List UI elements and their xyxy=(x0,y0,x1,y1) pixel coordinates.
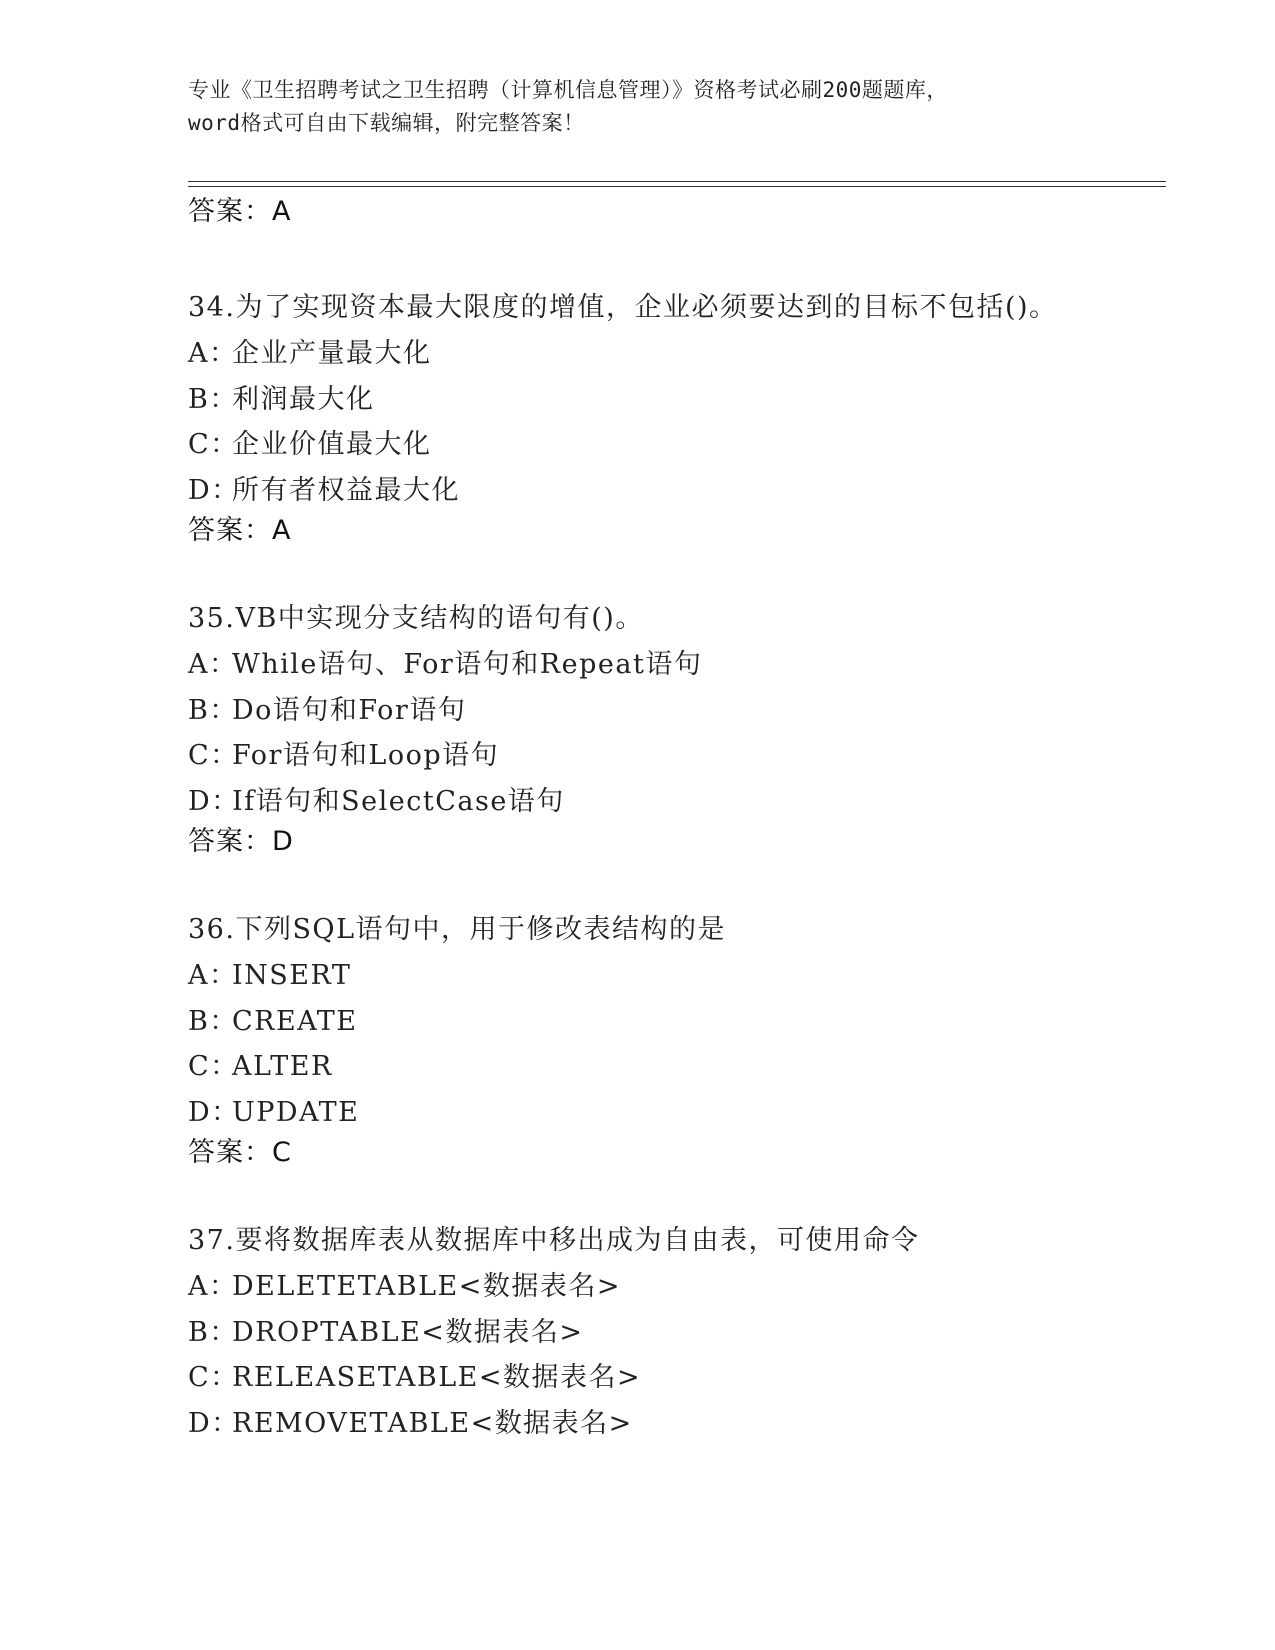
option-d xyxy=(188,468,1168,514)
question-block xyxy=(188,596,1168,860)
option-text: For语句和Loop语句 xyxy=(232,740,500,771)
option-key: A： xyxy=(188,649,238,680)
answer-value: A xyxy=(272,196,291,227)
option-key: C： xyxy=(188,429,239,460)
option-text: INSERT xyxy=(232,960,352,991)
option-text: RELEASETABLE<数据表名> xyxy=(232,1362,642,1393)
option-text: UPDATE xyxy=(232,1096,360,1128)
option-key: B： xyxy=(188,694,238,726)
answer-value: C xyxy=(272,1137,291,1168)
answer-line xyxy=(188,194,1168,230)
option-key: B： xyxy=(188,1316,238,1348)
question-stem: 34.为了实现资本最大限度的增值，企业必须要达到的目标不包括()。 xyxy=(188,292,1058,323)
option-text: 企业产量最大化 xyxy=(232,338,432,369)
option-text: DROPTABLE<数据表名> xyxy=(232,1316,584,1348)
option-text: Do语句和For语句 xyxy=(232,694,467,726)
option-text: CREATE xyxy=(232,1005,358,1037)
option-d xyxy=(188,1401,1168,1447)
question-stem: 35.VB中实现分支结构的语句有()。 xyxy=(188,603,644,634)
question-stem: 37.要将数据库表从数据库中移出成为自由表，可使用命令 xyxy=(188,1225,920,1256)
option-b xyxy=(188,999,1168,1045)
option-a xyxy=(188,1264,1168,1310)
header-line-1: 专业《卫生招聘考试之卫生招聘（计算机信息管理）》资格考试必刷200题题库， xyxy=(188,78,948,102)
option-text: If语句和SelectCase语句 xyxy=(232,785,565,817)
option-a xyxy=(188,331,1168,377)
option-c xyxy=(188,1044,1168,1090)
option-c xyxy=(188,1355,1168,1401)
option-a xyxy=(188,642,1168,688)
option-d xyxy=(188,779,1168,825)
option-key: D： xyxy=(188,474,240,506)
document-header xyxy=(188,74,1088,140)
answer-line xyxy=(188,513,1168,549)
option-key: A： xyxy=(188,960,238,991)
question-block xyxy=(188,1218,1168,1446)
option-c xyxy=(188,733,1168,779)
answer-label: 答案： xyxy=(188,826,272,857)
option-text: 利润最大化 xyxy=(232,383,375,415)
option-key: D： xyxy=(188,1407,240,1439)
answer-label: 答案： xyxy=(188,515,272,546)
option-c xyxy=(188,422,1168,468)
option-key: D： xyxy=(188,785,240,817)
option-text: 企业价值最大化 xyxy=(232,429,432,460)
header-divider-bottom xyxy=(188,186,1166,187)
question-block xyxy=(188,285,1168,549)
header-line-2: word格式可自由下载编辑，附完整答案！ xyxy=(188,111,585,135)
option-d xyxy=(188,1090,1168,1136)
option-key: B： xyxy=(188,383,238,415)
option-b xyxy=(188,1310,1168,1356)
answer-line xyxy=(188,824,1168,860)
option-text: ALTER xyxy=(232,1051,333,1082)
option-text: While语句、For语句和Repeat语句 xyxy=(232,649,703,680)
option-key: A： xyxy=(188,1271,238,1302)
option-key: C： xyxy=(188,1362,239,1393)
option-a xyxy=(188,953,1168,999)
answer-label: 答案： xyxy=(188,196,272,227)
option-key: C： xyxy=(188,1051,239,1082)
option-key: B： xyxy=(188,1005,238,1037)
answer-line xyxy=(188,1135,1168,1171)
answer-label: 答案： xyxy=(188,1137,272,1168)
answer-value: D xyxy=(272,826,293,857)
option-b xyxy=(188,688,1168,734)
question-stem: 36.下列SQL语句中，用于修改表结构的是 xyxy=(188,914,726,945)
option-text: 所有者权益最大化 xyxy=(232,474,460,506)
answer-value: A xyxy=(272,515,291,546)
option-text: REMOVETABLE<数据表名> xyxy=(232,1407,633,1439)
option-key: A： xyxy=(188,338,238,369)
question-block xyxy=(188,907,1168,1171)
option-text: DELETETABLE<数据表名> xyxy=(232,1271,621,1302)
question-list xyxy=(188,194,1168,1446)
header-divider-top xyxy=(188,181,1166,182)
option-b xyxy=(188,377,1168,423)
option-key: C： xyxy=(188,740,239,771)
option-key: D： xyxy=(188,1096,240,1128)
